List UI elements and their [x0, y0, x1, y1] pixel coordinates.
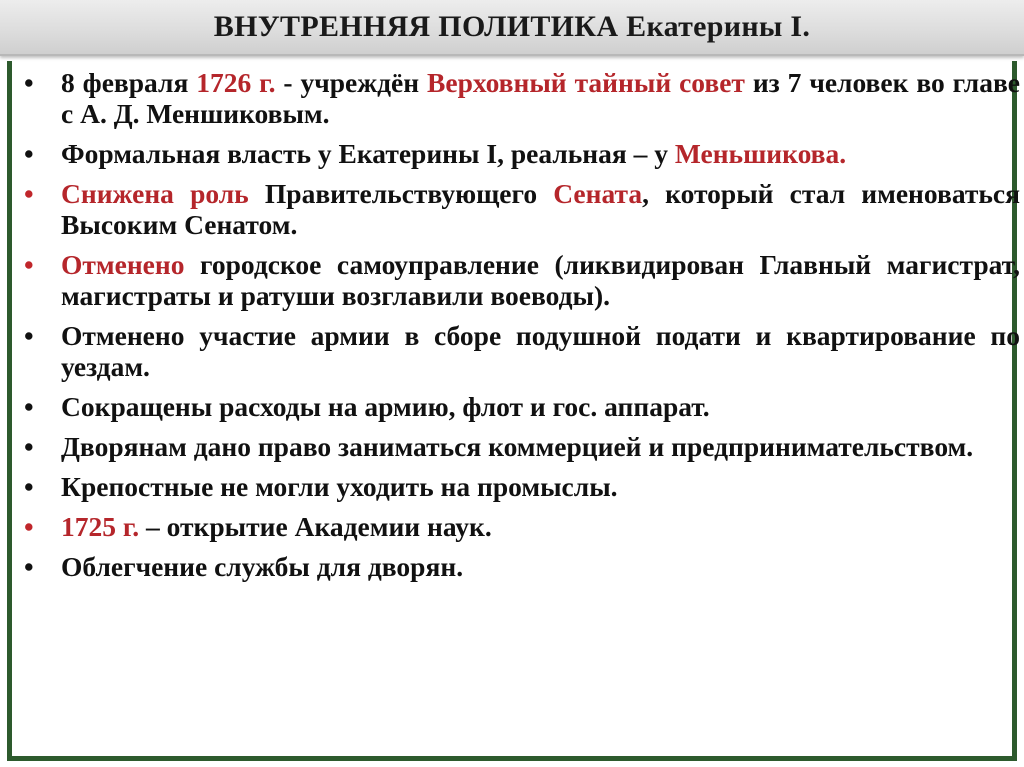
- highlighted-text: Отменено: [61, 249, 185, 280]
- item-text: Облегчение службы для дворян.: [61, 551, 464, 582]
- highlighted-text: 1725 г.: [61, 511, 140, 542]
- slide-title: ВНУТРЕННЯЯ ПОЛИТИКА Екатерины I.: [213, 10, 811, 43]
- highlighted-text: Снижена роль: [61, 178, 249, 209]
- list-item: [20, 391, 1020, 422]
- item-text: Дворянам дано право заниматься коммерцией и предпринимательством.: [61, 431, 974, 462]
- item-text: из 7 человек во главе с А. Д. Меншиковым.: [61, 67, 1020, 129]
- list-item: [20, 178, 1020, 240]
- list-item: [20, 431, 1020, 462]
- content-frame: [7, 61, 1020, 761]
- list-item: [20, 551, 1020, 582]
- list-item: [20, 138, 1020, 169]
- item-text: – открытие Академии наук.: [139, 511, 492, 542]
- item-text: 8 февраля: [61, 67, 197, 98]
- highlighted-text: Меньшикова.: [674, 138, 847, 169]
- list-item: [20, 471, 1020, 502]
- highlighted-text: Сената: [553, 178, 643, 209]
- list-item: [20, 320, 1020, 382]
- list-item: [20, 249, 1020, 311]
- list-item: [20, 67, 1020, 129]
- item-text: Формальная власть у Екатерины I, реальная – у: [61, 138, 675, 169]
- item-text: Крепостные не могли уходить на промыслы.: [61, 471, 618, 502]
- list-item: [20, 511, 1020, 542]
- item-text: - учреждён: [275, 67, 428, 98]
- title-bar: [0, 0, 1024, 56]
- item-text: Сокращены расходы на армию, флот и гос. аппарат.: [61, 391, 710, 422]
- highlighted-text: Верховный тайный совет: [427, 67, 745, 98]
- highlighted-text: 1726 г.: [196, 67, 276, 98]
- item-text: , который стал именоваться Высоким Сенатом.: [61, 178, 1020, 240]
- item-text: городское самоуправление (ликвидирован Главный магистрат, магистраты и ратуши возглавили воеводы).: [61, 249, 1020, 311]
- item-text: Отменено участие армии в сборе подушной подати и квартирование по уездам.: [61, 320, 1020, 382]
- item-text: Правительствующего: [248, 178, 554, 209]
- bullet-list: [20, 67, 1020, 591]
